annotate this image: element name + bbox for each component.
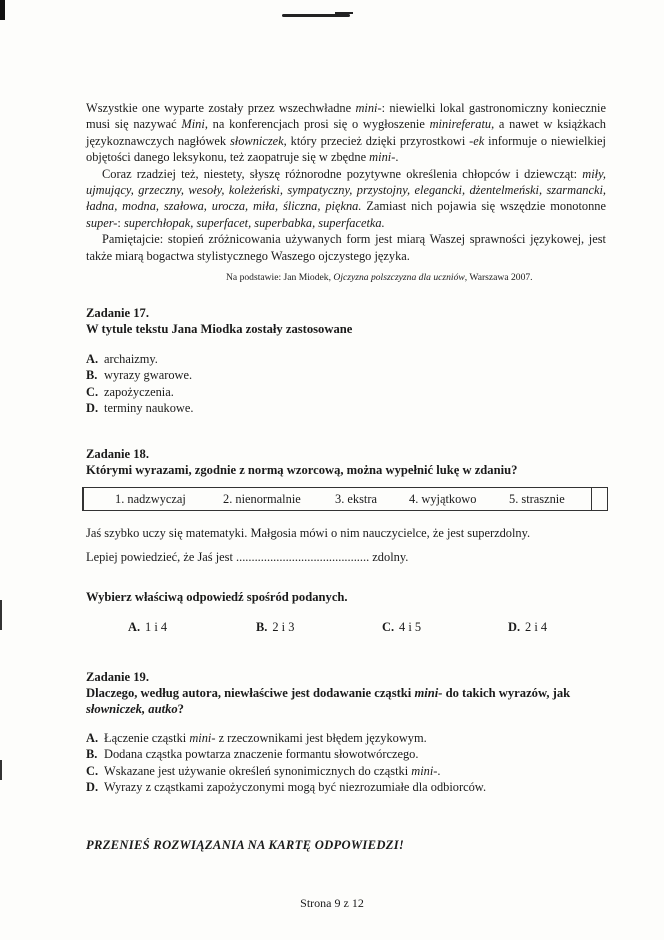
italic-term: superchłopak, superfacet, superbabka, superfacetka. — [123, 215, 385, 230]
reading-passage — [86, 100, 606, 264]
source-citation — [226, 272, 616, 283]
task-18-sentence-2: Lepiej powiedzieć, że Jaś jest ........................................... zdolny. — [86, 550, 409, 564]
text-run: . — [395, 150, 399, 165]
task-18-choice[interactable] — [382, 620, 421, 635]
task-18 — [86, 446, 606, 478]
passage-paragraph-1 — [86, 100, 606, 166]
option-letter: B. — [86, 747, 98, 762]
task-18-question: Którymi wyrazami, zgodnie z normą wzorcową, można wypełnić lukę w zdaniu? — [86, 463, 518, 477]
task-19-option[interactable] — [86, 746, 606, 762]
option-letter: D. — [86, 400, 99, 415]
task-17-option[interactable] — [86, 351, 606, 367]
italic-term: mini- — [414, 686, 443, 700]
option-letter: A. — [86, 731, 99, 745]
task-17-question: W tytule tekstu Jana Miodka zostały zastosowane — [86, 322, 353, 336]
option-letter: C. — [86, 763, 99, 778]
task-19-option[interactable] — [86, 779, 606, 795]
task-18-choice[interactable] — [128, 620, 167, 635]
choice-text: 1 i 4 — [145, 620, 168, 634]
option-text — [104, 763, 441, 779]
text-run: ? — [177, 702, 184, 716]
text-run: Coraz rzadziej też, niestety, słyszę różnorodne pozytywne określenia chłopców i dziewcząt: — [102, 166, 583, 181]
transfer-answers-notice: PRZENIEŚ ROZWIĄZANIA NA KARTĘ ODPOWIEDZI! — [86, 838, 405, 852]
word-bank-item: 2. nienormalnie — [223, 492, 301, 506]
text-run: z rzeczownikami jest błędem językowym. — [215, 731, 427, 745]
option-text: wyrazy gwarowe. — [104, 368, 193, 383]
task-17-title: Zadanie 17. — [86, 306, 149, 320]
word-bank-item: 1. nadzwyczaj — [115, 492, 186, 506]
word-bank-item: 5. strasznie — [509, 492, 565, 506]
italic-term: super- — [86, 215, 118, 230]
task-18-sentence-1: Jaś szybko uczy się matematyki. Małgosia mówi o nim nauczycielce, że jest superzdolny. — [86, 526, 531, 540]
italic-term: mini- — [369, 150, 396, 165]
text-run: Pamiętajcie: stopień zróżnicowania używanych form jest miarą Waszej sprawności językowej, jest także miarą bogactwa stylistycznego Waszego ojczystego języka. — [86, 232, 606, 263]
task-17-option[interactable] — [86, 384, 606, 400]
text-run: Łączenie cząstki — [104, 731, 190, 745]
source-title: Ojczyzna polszczyzna dla uczniów — [333, 272, 465, 283]
word-bank-item: 3. ekstra — [335, 492, 377, 506]
box-divider — [83, 487, 84, 511]
task-19-option[interactable] — [86, 763, 606, 779]
task-18-choice[interactable] — [508, 620, 547, 635]
task-19-option[interactable] — [86, 730, 606, 746]
task-18-instruction: Wybierz właściwą odpowiedź spośród podanych. — [86, 590, 348, 604]
task-18-title: Zadanie 18. — [86, 447, 149, 461]
option-text: archaizmy. — [104, 352, 158, 366]
text-run: informuje o niewielkiej objętości danego leksykonu, też zaopatruje się w zbędne — [86, 133, 606, 165]
option-letter: B. — [86, 368, 98, 383]
task-17-option[interactable] — [86, 367, 606, 383]
italic-term: mini- — [189, 731, 216, 745]
italic-term: Mini — [181, 117, 205, 132]
task-17 — [86, 305, 606, 416]
task-18-choice[interactable] — [256, 620, 294, 635]
margin-mark — [0, 0, 5, 20]
text-run: Wskazane jest używanie określeń synonimicznych do cząstki — [104, 763, 412, 778]
option-text: zapożyczenia. — [104, 384, 174, 399]
choice-letter: B. — [256, 620, 268, 634]
italic-term: -ek — [469, 133, 485, 148]
italic-term: słowniczek, autko — [86, 702, 178, 716]
task-17-options — [86, 351, 606, 416]
word-bank-item: 4. wyjątkowo — [409, 492, 477, 506]
italic-term: miły, ujmujący, grzeczny, wesoły, koleżeński, sympatyczny, przystojny, elegancki, dżentelmeński, szarmancki, ładna, modna, szałowa, urocza, miła, śliczna, piękna. — [86, 166, 606, 214]
text-run: , a nawet w książkach językoznawczych nagłówek — [86, 117, 607, 148]
top-rule — [282, 14, 350, 17]
task-19-question — [86, 685, 606, 717]
italic-term: mini- — [355, 101, 382, 115]
italic-term: minireferatu — [429, 117, 492, 132]
text-run: do takich wyrazów, jak — [442, 686, 571, 700]
task-19 — [86, 669, 606, 795]
text-run: Wszystkie one wyparte zostały przez wszechwładne — [86, 101, 356, 115]
text-run: : — [117, 215, 124, 230]
text-run: Dlaczego, według autora, niewłaściwe jest dodawanie cząstki — [86, 686, 415, 700]
choice-text: 2 i 3 — [272, 620, 295, 634]
source-prefix: Na podstawie: Jan Miodek, — [226, 272, 334, 283]
option-letter: D. — [86, 779, 99, 794]
text-run: . — [437, 763, 441, 778]
italic-term: słowniczek — [229, 133, 284, 148]
option-text — [104, 779, 486, 795]
option-letter: A. — [86, 352, 99, 366]
source-suffix: , Warszawa 2007. — [464, 272, 533, 283]
passage-paragraph-3 — [86, 231, 606, 264]
text-run: Dodana cząstka powtarza znaczenie formantu słowotwórczego. — [104, 747, 419, 762]
text-run: Wyrazy z cząstkami zapożyczonymi mogą być niezrozumiałe dla odbiorców. — [104, 779, 487, 794]
passage-paragraph-2 — [86, 166, 606, 232]
choice-letter: D. — [508, 620, 521, 634]
choice-letter: C. — [382, 620, 395, 634]
top-rule-accent — [335, 12, 353, 14]
word-bank-box — [82, 487, 608, 511]
margin-tick — [0, 760, 2, 780]
task-19-options — [86, 730, 606, 795]
box-divider — [591, 487, 592, 511]
option-letter: C. — [86, 384, 99, 399]
text-run: , który przecież dzięki przyrostkowi — [283, 133, 470, 148]
task-17-option[interactable] — [86, 400, 606, 416]
choice-text: 2 i 4 — [525, 620, 548, 634]
margin-tick — [0, 600, 2, 630]
option-text — [104, 746, 418, 762]
text-run: : niewielki lokal gastronomiczny koniecznie musi się nazywać — [86, 101, 606, 132]
option-text — [104, 730, 427, 746]
text-run: , na konferencjach prosi się o wygłoszenie — [204, 117, 430, 132]
task-19-title: Zadanie 19. — [86, 670, 149, 684]
choice-letter: A. — [128, 620, 141, 634]
option-text: terminy naukowe. — [104, 400, 194, 415]
page-number: Strona 9 z 12 — [300, 896, 364, 910]
text-run: Zamiast nich pojawia się wszędzie monotonne — [361, 199, 606, 214]
choice-text: 4 i 5 — [399, 620, 422, 634]
italic-term: mini- — [411, 763, 438, 778]
